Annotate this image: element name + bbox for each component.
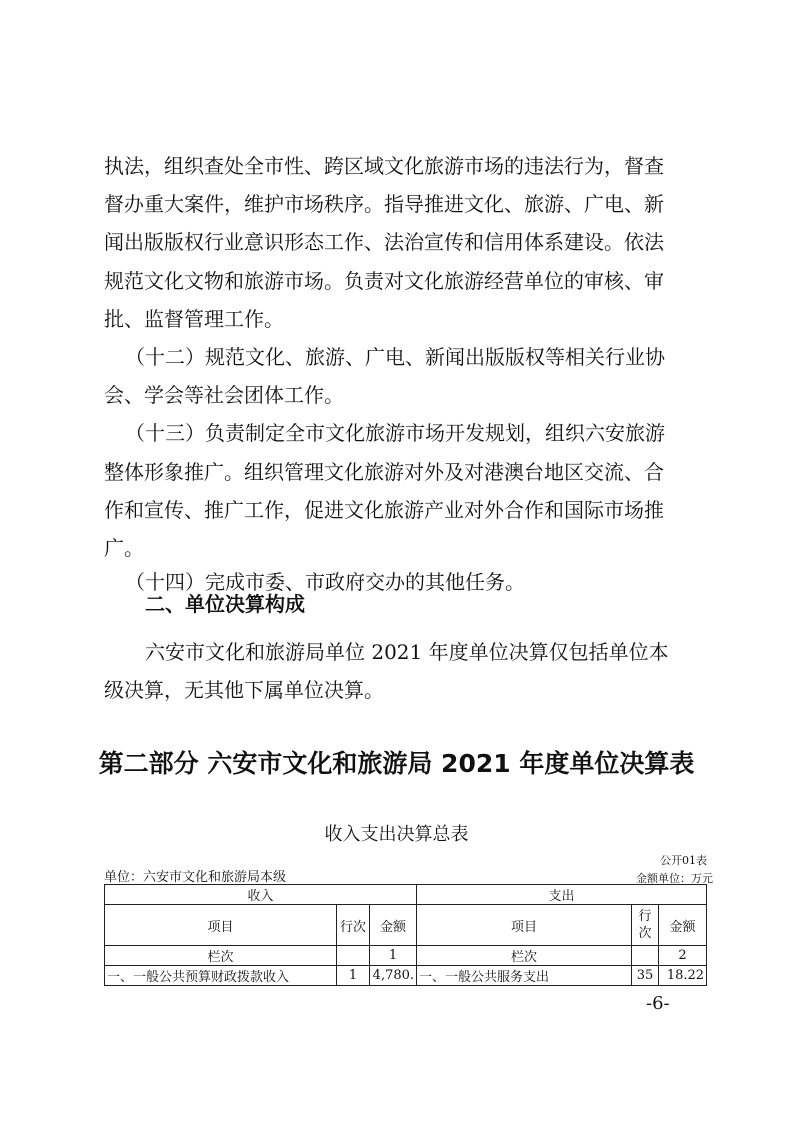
- text-line: 六安市文化和旅游局单位 2021 年度单位决算仅包括单位本: [145, 640, 669, 664]
- text-line: （十二）规范文化、旅游、广电、新闻出版版权等相关行业协: [125, 345, 665, 369]
- income-line: 1: [337, 966, 370, 986]
- income-row-label: 栏次: [105, 946, 337, 966]
- empty-cell: [337, 946, 370, 966]
- form-code: 公开01表: [660, 854, 707, 867]
- income-amount: 4,780.: [370, 966, 417, 986]
- expense-item-col: 项目: [417, 905, 632, 946]
- table-column-row: [105, 905, 707, 946]
- table-column-number-row: [105, 946, 707, 966]
- text-line: （十三）负责制定全市文化旅游市场开发规划，组织六安旅游: [125, 421, 665, 445]
- text-line: 批、监督管理工作。: [104, 307, 284, 331]
- text-line: 督办重大案件，维护市场秩序。指导推进文化、旅游、广电、新: [104, 192, 664, 216]
- empty-cell: [632, 946, 659, 966]
- expense-line-col: 行 次: [632, 905, 659, 946]
- part-title: 第二部分 六安市文化和旅游局 2021 年度单位决算表: [98, 749, 695, 778]
- income-item: 一、一般公共预算财政拨款收入: [105, 966, 337, 986]
- income-col-number: 1: [370, 946, 417, 966]
- expense-col-number: 2: [659, 946, 707, 966]
- section-heading: 二、单位决算构成: [145, 592, 305, 616]
- expense-row-label: 栏次: [417, 946, 632, 966]
- expense-header: 支出: [417, 885, 707, 905]
- income-header: 收入: [105, 885, 417, 905]
- expense-item: 一、一般公共服务支出: [417, 966, 632, 986]
- text-line: 整体形象推广。组织管理文化旅游对外及对港澳台地区交流、合: [104, 460, 664, 484]
- amount-unit: 金额单位：万元: [636, 872, 713, 885]
- text-line: 会、学会等社会团体工作。: [104, 383, 344, 407]
- income-expense-table: [104, 884, 707, 986]
- expense-amount: 18.22: [659, 966, 707, 986]
- unit-label: 单位：六安市文化和旅游局本级: [104, 870, 287, 885]
- table-row: [105, 966, 707, 986]
- text-line: 规范文化文物和旅游市场。负责对文化旅游经营单位的审核、审: [104, 269, 664, 293]
- table-header-row: [105, 885, 707, 905]
- income-amount-col: 金额: [370, 905, 417, 946]
- text-line: 广。: [104, 536, 144, 560]
- income-line-col: 行次: [337, 905, 370, 946]
- expense-amount-col: 金额: [659, 905, 707, 946]
- text-line: 级决算，无其他下属单位决算。: [104, 678, 384, 702]
- income-item-col: 项目: [105, 905, 337, 946]
- table-title: 收入支出决算总表: [324, 824, 469, 845]
- text-line: （十四）完成市委、市政府交办的其他任务。: [125, 570, 525, 594]
- text-line: 执法，组织查处全市性、跨区域文化旅游市场的违法行为，督查: [104, 154, 664, 178]
- expense-line: 35: [632, 966, 659, 986]
- text-line: 作和宣传、推广工作，促进文化旅游产业对外合作和国际市场推: [104, 498, 664, 522]
- text-line: 闻出版版权行业意识形态工作、法治宣传和信用体系建设。依法: [104, 230, 664, 254]
- page-number: -6-: [646, 993, 670, 1014]
